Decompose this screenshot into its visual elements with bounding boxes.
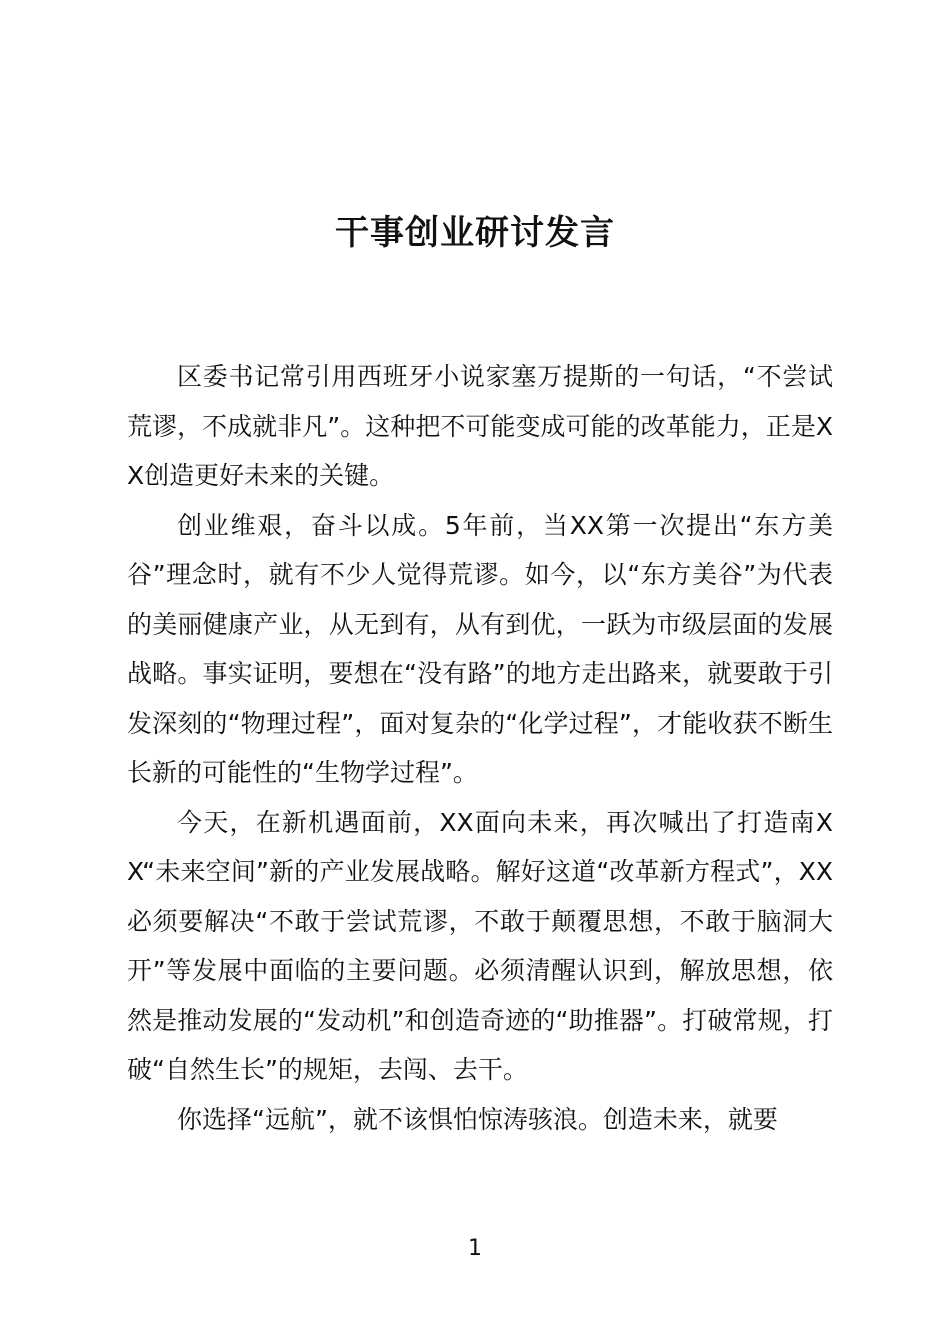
paragraph-3: 今天，在新机遇面前，XX面向未来，再次喊出了打造南XX“未来空间”新的产业发展战略。解好这道“改革新方程式”，XX必须要解决“不敢于尝试荒谬，不敢于颠覆思想，不敢于脑洞大开”等发展中面临的主要问题。必须清醒认识到，解放思想，依然是推动发展的“发动机”和创造奇迹的“助推器”。打破常规，打破“自然生长”的规矩，去闯、去干。 <box>127 807 833 1084</box>
paragraph-2: 创业维艰，奋斗以成。5年前，当XX第一次提出“东方美谷”理念时，就有不少人觉得荒谬。如今，以“东方美谷”为代表的美丽健康产业，从无到有，从有到优，一跃为市级层面的发展战略。事实证明，要想在“没有路”的地方走出路来，就要敢于引发深刻的“物理过程”，面对复杂的“化学过程”，才能收获不断生长新的可能性的“生物学过程”。 <box>127 510 833 787</box>
paragraph-1: 区委书记常引用西班牙小说家塞万提斯的一句话，“不尝试荒谬，不成就非凡”。这种把不可能变成可能的改革能力，正是XX创造更好未来的关键。 <box>127 362 833 490</box>
document-title: 干事创业研讨发言 <box>335 213 615 253</box>
document-body <box>127 352 833 1144</box>
page-number: 1 <box>468 1236 482 1261</box>
paragraph-4: 你选择“远航”，就不该惧怕惊涛骇浪。创造未来，就要 <box>177 1104 778 1134</box>
